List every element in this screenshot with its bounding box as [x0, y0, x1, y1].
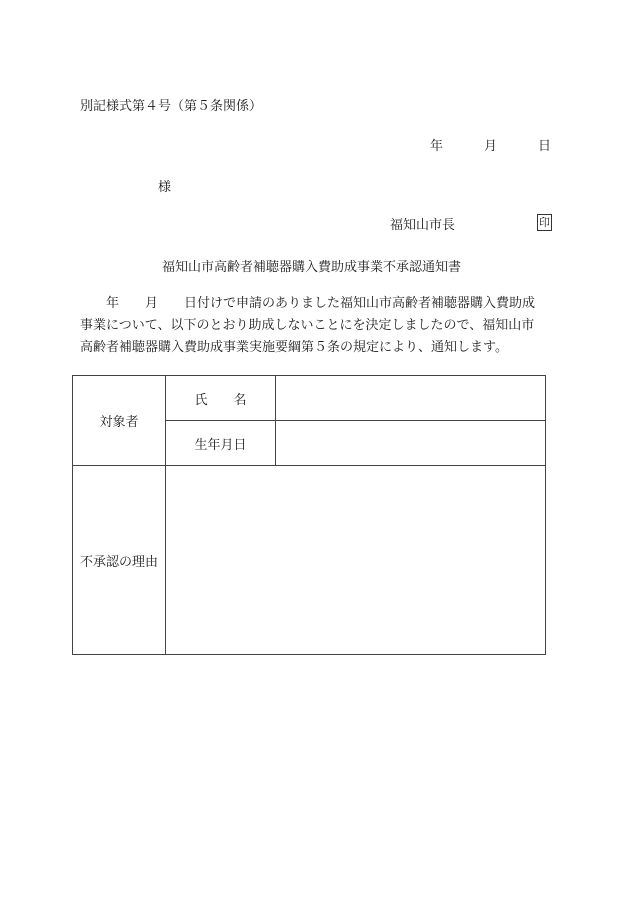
- birthdate-field[interactable]: [276, 421, 546, 466]
- subject-label: 対象者: [73, 376, 166, 466]
- name-field[interactable]: [276, 376, 546, 421]
- name-label: 氏 名: [166, 376, 276, 421]
- body-line-2: 事業について、以下のとおり助成しないことにを決定しましたので、福知山市: [80, 318, 535, 333]
- body-line-1: 年 月 日付けで申請のありました福知山市高齢者補聴器購入費助成: [80, 296, 536, 311]
- reason-field[interactable]: [166, 466, 546, 655]
- form-table: [72, 375, 546, 655]
- reason-label: 不承認の理由: [73, 466, 166, 655]
- table-row: [73, 376, 546, 421]
- date-year-label: 年: [430, 139, 444, 154]
- form-number: 別記様式第４号（第５条関係）: [80, 99, 263, 114]
- date-day-label: 日: [538, 139, 552, 154]
- document-title: 福知山市高齢者補聴器購入費助成事業不承認通知書: [162, 260, 462, 275]
- issuer-name: 福知山市長: [390, 218, 456, 233]
- body-line-3: 高齢者補聴器購入費助成事業実施要綱第５条の規定により、通知します。: [80, 340, 508, 355]
- addressee-suffix: 様: [158, 180, 172, 195]
- date-month-label: 月: [484, 139, 498, 154]
- body-paragraph: [80, 293, 558, 359]
- seal-mark: 印: [539, 216, 550, 229]
- birthdate-label: 生年月日: [166, 421, 276, 466]
- table-row: [73, 466, 546, 655]
